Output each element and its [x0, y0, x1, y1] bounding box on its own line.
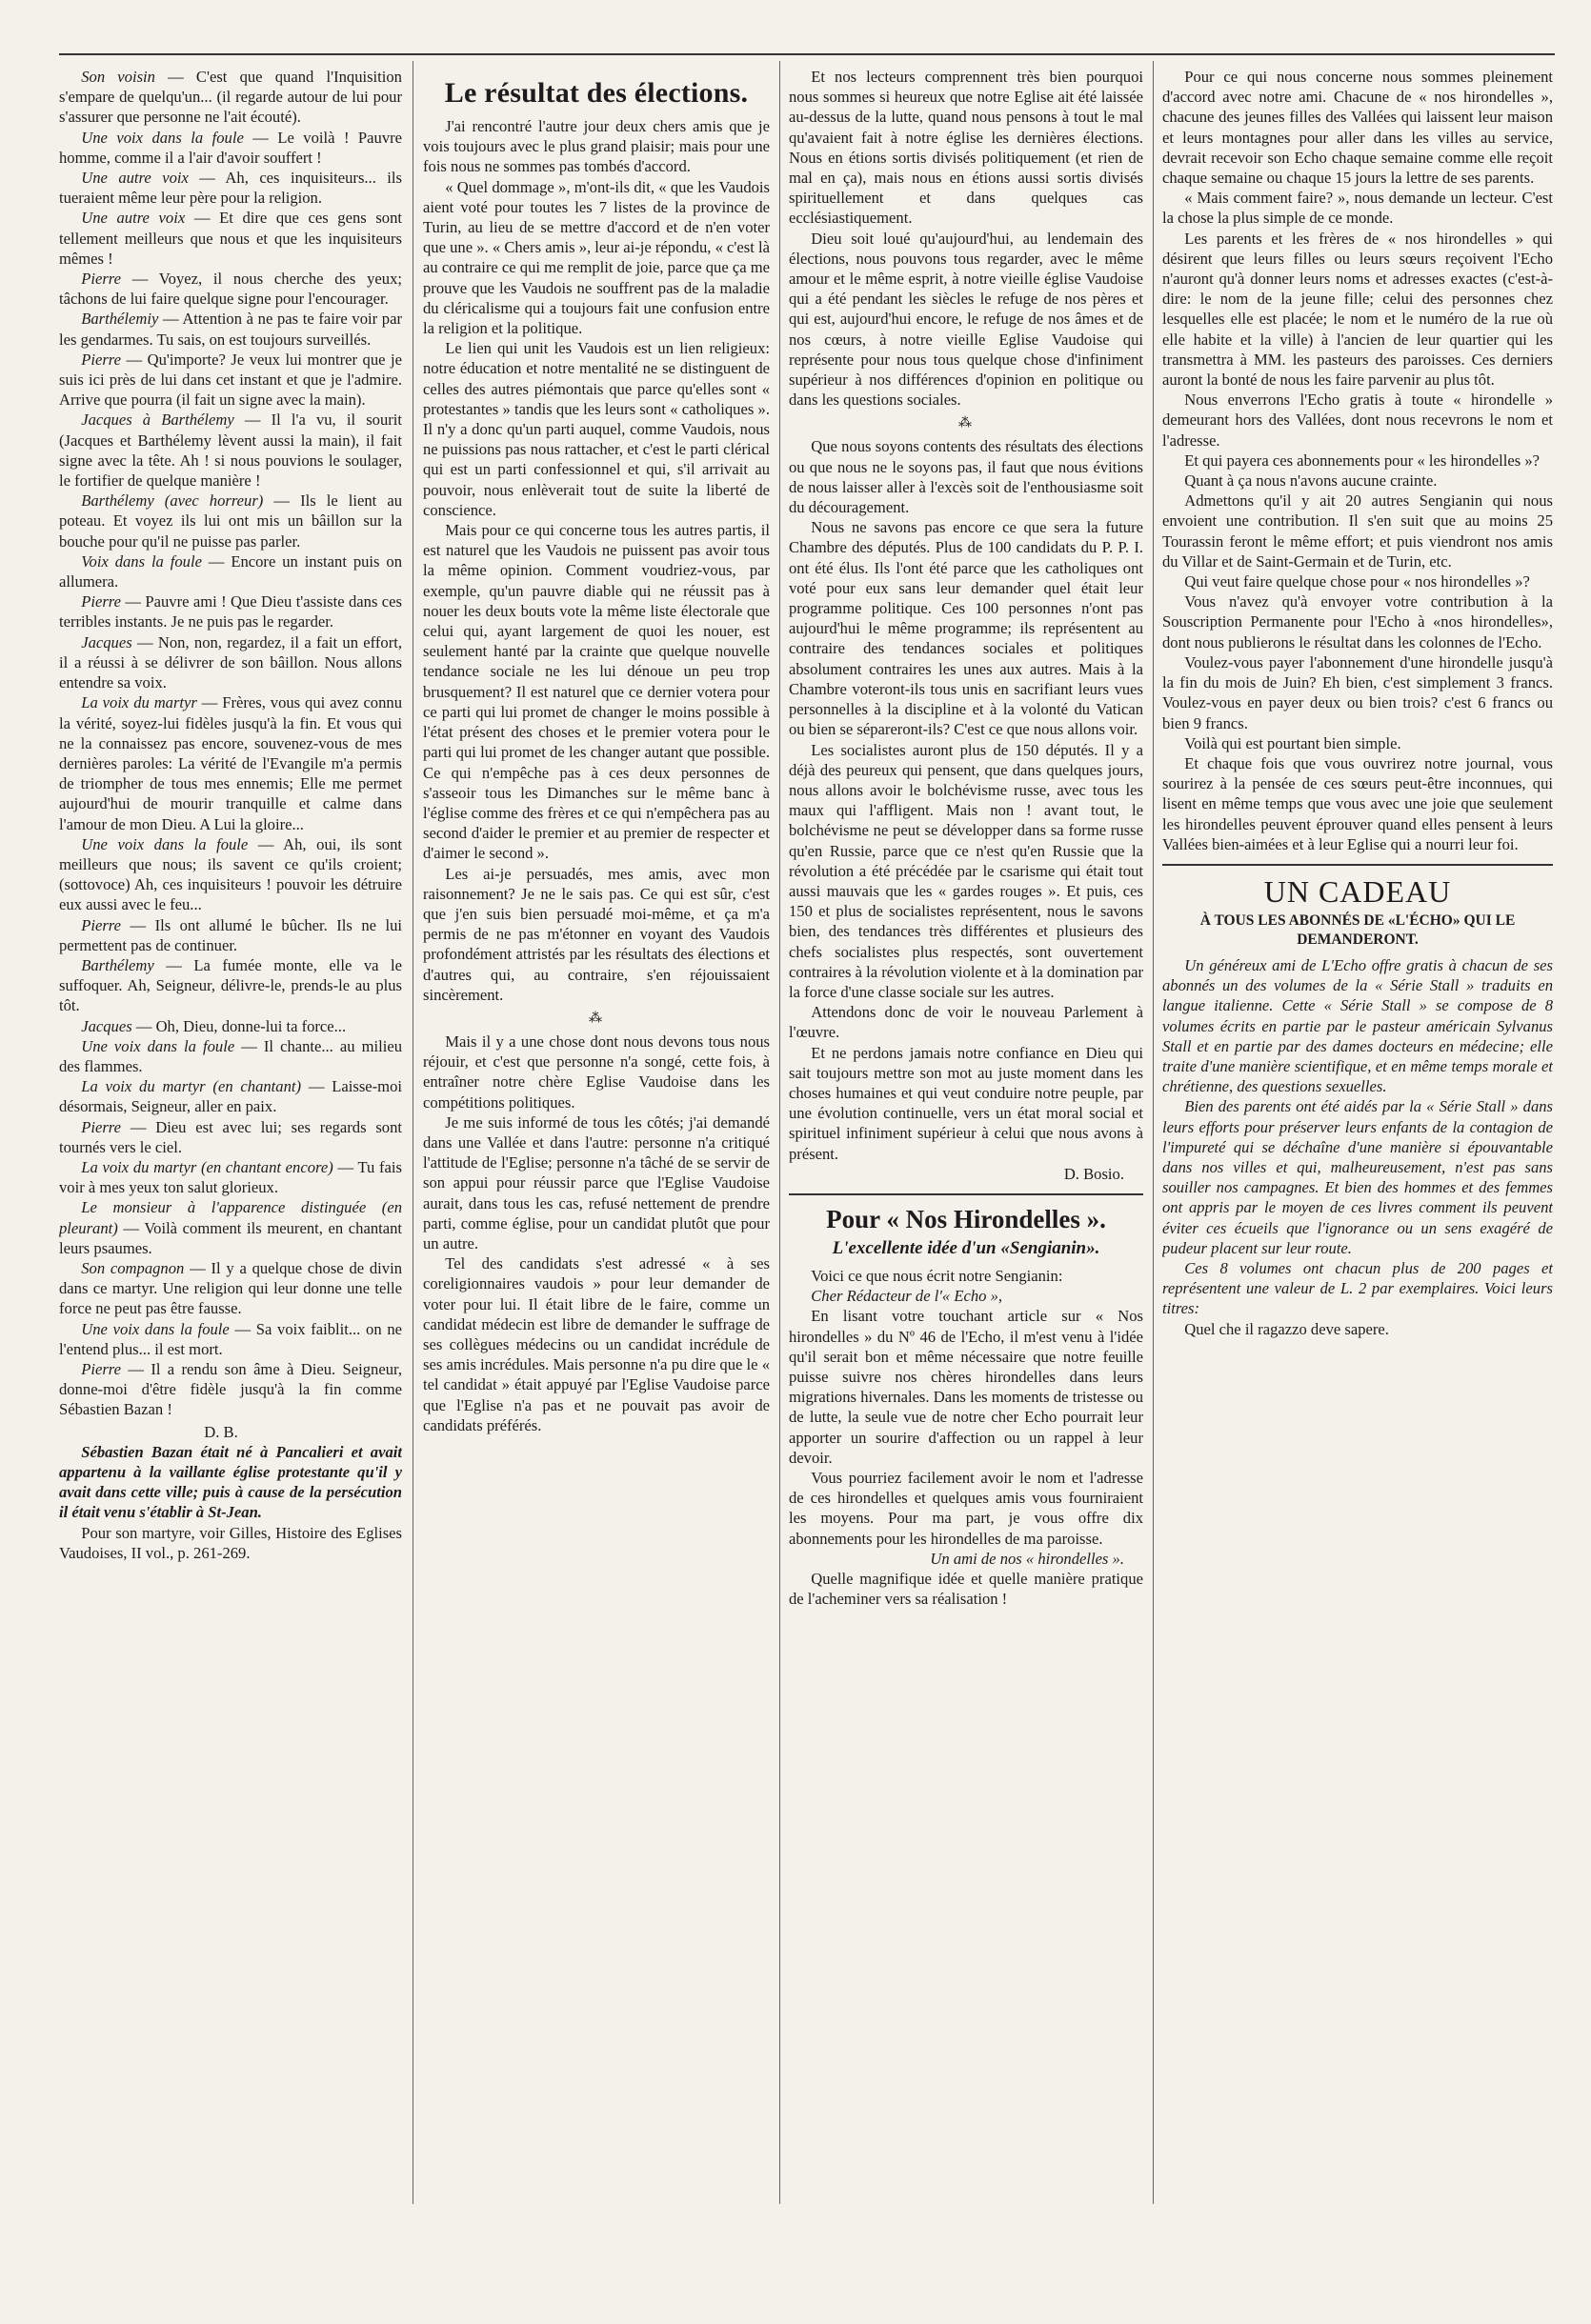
- dialogue-line: [59, 834, 402, 915]
- article-subtitle-hirondelles: L'excellente idée d'un «Sengianin».: [832, 1237, 1100, 1258]
- paragraph: « Mais comment faire? », nous demande un lecteur. C'est la chose la plus simple de ce monde.: [1162, 189, 1553, 228]
- hirondelles-body-continued: [1162, 67, 1553, 854]
- speaker-text: — Voilà comment ils meurent, en chantant leurs psaumes.: [59, 1218, 402, 1257]
- dialogue-line: [59, 208, 402, 269]
- speaker-name: Voix dans la foule: [81, 551, 202, 571]
- speaker-text: — Il l'a vu, il sourit (Jacques et Barthélemy lèvent aussi la main), il fait signe avec la tête. Ah ! si nous pouvions le soulager, le fortifier de quelque manière !: [59, 411, 402, 491]
- dialogue-line: [59, 915, 402, 955]
- speaker-name: Une voix dans la foule: [81, 1036, 235, 1055]
- speaker-text: — C'est que quand l'Inquisition s'empare de quelqu'un... (il regarde autour de lui pour s'assurer que personne ne l'ait écouté).: [59, 68, 402, 127]
- column-1-play: [59, 67, 402, 2257]
- paragraph: En lisant votre touchant article sur « Nos hirondelles » du Nº 46 de l'Echo, il m'est venu à l'idée qu'il serait bon et même nécessaire que notre feuille puisse suivre nos chères hirondelles dans leurs migrations hivernales. Dans les moments de tristesse ou de lutte, la seule vue de notre cher Echo pourrait leur apporter un sourire d'affection ou un rappel à leur devoir.: [789, 1307, 1143, 1467]
- paragraph: Bien des parents ont été aidés par la « Série Stall » dans leurs efforts pour préserver leurs enfants de la contagion de l'impureté qui se déchaîne d'une manière si épouvantable dans nos villes et qui, malheureusement, n'est pas sans souiller nos campagnes. Et bien des hommes et des femmes ont appris par le moyen de ces livres comment ils peuvent éviter ces écueils que l'ignorance ou un sens exagéré de pudeur placent sur leur route.: [1162, 1097, 1553, 1257]
- paragraph: Le lien qui unit les Vaudois est un lien religieux: notre éducation et notre mentalité ne se distinguent de celles des autres piémontais que parce qu'elles sont « protestantes » tandis que les leurs sont « catholiques ». Il n'y a donc qu'un parti auquel, comme Vaudois, nous ne puissions pas nous rattacher, et c'est le parti clérical qui est un parti confessionnel et qui, s'il arrivait au pouvoir, nous enlèverait tout de suite la liberté de conscience.: [423, 339, 770, 519]
- paragraph: Ces 8 volumes ont chacun plus de 200 pages et représentent une valeur de L. 2 par exemplaires. Voici leurs titres:: [1162, 1258, 1553, 1318]
- paragraph: Dieu soit loué qu'aujourd'hui, au lendemain des élections, nous pouvons tous regarder, avec le même amour et le même esprit, à notre vieille église Vaudoise qui a été pendant les siècles le refuge de nos pères et qui est, aujourd'hui encore, le refuge de nos âmes et de nos cœurs, à notre vieille Eglise Vaudoise qui représente pour nous tous quelque chose d'infiniment supérieur à nos différences d'opinion en politique ou dans les questions sociales.: [789, 229, 1143, 410]
- cadeau-first-title: Quel che il ragazzo deve sapere.: [1184, 1319, 1389, 1338]
- speaker-name: Une autre voix: [81, 209, 186, 228]
- speaker-name: La voix du martyr (en chantant): [81, 1077, 302, 1096]
- speaker-name: Une voix dans la foule: [81, 834, 249, 853]
- dialogue-line: [59, 551, 402, 591]
- speaker-name: Une voix dans la foule: [81, 128, 244, 147]
- paragraph: Et qui payera ces abonnements pour « les hirondelles »?: [1184, 451, 1541, 470]
- dialogue-line: [59, 410, 402, 491]
- paragraph: Voulez-vous payer l'abonnement d'une hirondelle jusqu'à la fin du mois de Juin? Eh bien, c'est simplement 3 francs. Voulez-vous en payer deux ou bien trois? c'est 6 francs ou bien 9 francs.: [1162, 652, 1553, 732]
- paragraph: Les ai-je persuadés, mes amis, avec mon raisonnement? Je ne le sais pas. Ce qui est sûr, c'est que j'en suis bien persuadé moi-même, et ça m'a permis de ne pas m'étonner en voyant des Vaudois profondément attristés par les résultats des élections et d'autres qui, au contraire, s'en réjouissaient sincèrement.: [423, 864, 770, 1004]
- paragraph: J'ai rencontré l'autre jour deux chers amis que je vois toujours avec le plus grand plaisir; mais pour une fois nous ne sommes pas tombés d'accord.: [423, 117, 770, 176]
- column-divider: [1153, 61, 1154, 2204]
- speaker-name: Son compagnon: [81, 1258, 185, 1277]
- section-rule: [789, 1193, 1143, 1195]
- speaker-text: — Dieu est avec lui; ses regards sont tournés vers le ciel.: [59, 1117, 402, 1156]
- speaker-text: — Ah, oui, ils sont meilleurs que nous; ils savent ce qu'ils croient; (sottovoce) Ah, ces inquisiteurs ! pouvoir les détruire eux aussi avec le feu...: [59, 834, 402, 914]
- paragraph: Mais pour ce qui concerne tous les autres partis, il est naturel que les Vaudois ne puissent pas avoir tous la même opinion. Comment voudriez-vous, par exemple, qu'un pauvre diable qui ne réussit pas à nouer les deux bouts vote la même liste électorale que celui qui, ayant largement de quoi les nouer, est seulement hanté par la crainte que quelque nouvelle tendance sociale ne les lui dénoue un peu trop brusquement? Il est naturel que ce dernier votera pour ce parti qui lui promet de changer le moins possible à l'état présent des choses et le premier votera pour le parti qui lui promet de les changer autant que possible. Ce qui n'empêche pas à ces deux personnes de s'asseoir tous les Dimanches sur le même banc à l'église comme des frères et ce qui n'empêchera pas au second d'aider le premier et au premier de respecter et d'aimer le second ».: [423, 521, 770, 863]
- dialogue-line: [59, 1016, 402, 1036]
- speaker-text: — Oh, Dieu, donne-lui ta force...: [131, 1016, 347, 1035]
- column-divider: [779, 61, 780, 2204]
- elections-body-2: [423, 1032, 770, 1435]
- dialogue-line: [59, 1036, 402, 1076]
- paragraph: Vous pourriez facilement avoir le nom et l'adresse de ces hirondelles et quelques amis vous fourniraient les moyens. Pour ma part, je vous offre dix abonnements pour les hirondelles de ma paroisse.: [789, 1469, 1143, 1548]
- paragraph: Quant à ça nous n'avons aucune crainte.: [1184, 471, 1438, 491]
- speaker-name: Pierre: [81, 1360, 122, 1378]
- dialogue-line: [59, 1076, 402, 1116]
- speaker-text: — Encore un instant puis on allumera.: [59, 551, 402, 591]
- speaker-text: — Sa voix faiblit... on ne l'entend plus... il est mort.: [59, 1319, 402, 1358]
- dialogue-line: [59, 1359, 402, 1420]
- column-4: [1162, 67, 1553, 2257]
- speaker-text: — Non, non, regardez, il a fait un effort, il a réussi à se délivrer de son bâillon. Nous allons entendre sa voix.: [59, 632, 402, 692]
- paragraph: Et ne perdons jamais notre confiance en Dieu qui sait toujours mettre son mot au juste moment dans les choses humaines et qui veut conduire notre peuple, par une évolution continuelle, vers un état moral social et spirituel infiniment supérieur à celui que nous avons à présent.: [789, 1043, 1143, 1163]
- dialogue-line: [59, 491, 402, 551]
- article-subtitle-cadeau: À TOUS LES ABONNÉS DE «L'ÉCHO» QUI LE DEMANDERONT.: [1199, 912, 1516, 948]
- speaker-text: — Attention à ne pas te faire voir par les gendarmes. Tu sais, on est toujours surveillés.: [59, 310, 402, 349]
- newspaper-page: [59, 53, 1555, 2273]
- paragraph: Voilà qui est pourtant bien simple.: [1184, 733, 1401, 752]
- letter-body: [789, 1306, 1143, 1548]
- section-stars: ⁂: [589, 1011, 604, 1026]
- speaker-text: — Frères, vous qui avez connu la vérité, soyez-lui fidèles jusqu'à la fin. Et vous qui ne la connaissez pas encore, souvenez-vous de mes dernières paroles: La vérité de l'Evangile m'a permis de triompher de tous mes ennemis; Elle me permet aujourd'hui de mourir tranquille et calme dans l'amour de mon Dieu. A Lui la gloire...: [59, 693, 402, 833]
- play-signature: D. B.: [204, 1422, 238, 1441]
- speaker-text: — Et dire que ces gens sont tellement meilleurs que nous et que les inquisiteurs mêmes !: [59, 209, 402, 268]
- paragraph: Un généreux ami de L'Echo offre gratis à chacun de ses abonnés un des volumes de la « Série Stall » traduits en langue italienne. Cette « Série Stall » se compose de 8 volumes écrits en partie par le pasteur américain Sylvanus Stall et en partie par des dames docteurs en médecine; elle traite d'une manière scientifique, et en même temps morale et chrétienne, des questions sexuelles.: [1162, 955, 1553, 1096]
- paragraph: Les parents et les frères de « nos hirondelles » qui désirent que leurs filles ou leurs sœurs reçoivent l'Echo n'auront qu'à donner leurs noms et adresses exactes (c'est-à-dire: le nom de la jeune fille; celui des personnes chez lesquelles elle est placée; le nom et le numéro de la rue où elle habite et la ville) à l'ancien de leur quartier qui les transmettra à MM. les pasteurs des paroisses. Ces derniers auront la bonté de nous les faire parvenir au plus tôt.: [1162, 229, 1553, 390]
- dialogue-line: [59, 269, 402, 309]
- speaker-name: Barthélemy (avec horreur): [81, 491, 264, 511]
- cadeau-body: [1162, 955, 1553, 1319]
- speaker-name: Pierre: [81, 270, 122, 289]
- section-rule: [1162, 864, 1553, 866]
- paragraph: Et nos lecteurs comprennent très bien pourquoi nous sommes si heureux que notre Eglise ait été laissée au-dessus de la lutte, quand nous pensons à tout le mal qu'avaient fait à notre église les dernières élections. Nous en étions sortis divisés politiquement (et rien de mal en ça), mais nous en étions aussi sortis divisés spirituellement et dans quelques cas ecclésiastiquement.: [789, 68, 1143, 228]
- paragraph: Nous enverrons l'Echo gratis à toute « hirondelle » demeurant hors des Vallées, dont nous recevrons le nom et l'adresse.: [1162, 391, 1553, 450]
- paragraph: Les socialistes auront plus de 150 députés. Il y a déjà des peureux qui pensent, que dans quelques jours, nous allons avoir le bolchévisme russe, avec tous les maux qui l'affligent. Mais non ! avant tout, le bolchévisme ne peut se développer dans sa forme russe qu'en Russie, parce que ce n'est qu'en Russie que la révolution a été précédée par le csarisme qui était tout aussi mauvais que les « gardes rouges ». Et puis, ces 150 et plus de socialistes représentent, nous le savons bien, des tendances très différentes et plusieurs des chefs socialistes plus respectés, sont ouvertement contraires à la révolution violente et à la domination par la force d'une classe sociale sur les autres.: [789, 740, 1143, 1001]
- section-stars: ⁂: [958, 416, 974, 431]
- paragraph: Que nous soyons contents des résultats des élections ou que nous ne le soyons pas, il faut que nous évitions de nous laisser aller à l'excès soit de l'enthousiasme soit du découragement.: [789, 437, 1143, 517]
- elections-signature: D. Bosio.: [1063, 1164, 1124, 1183]
- paragraph: Admettons qu'il y ait 20 autres Sengianin qui nous envoient une contribution. Il s'en suit que au moins 25 Tourassin feront le même effort; et puis viendront nos amis du Villar et de Saint-Germain et de Turin, etc.: [1162, 491, 1553, 571]
- dialogue-line: [59, 168, 402, 208]
- speaker-name: Jacques: [81, 1016, 132, 1035]
- speaker-text: — Il a rendu son âme à Dieu. Seigneur, donne-moi d'être fidèle jusqu'à la fin comme Sébastien Bazan !: [59, 1360, 402, 1419]
- letter-salutation: Cher Rédacteur de l'« Echo »,: [811, 1287, 1003, 1306]
- dialogue-line: [59, 692, 402, 833]
- speaker-name: La voix du martyr (en chantant encore): [81, 1157, 333, 1176]
- source-note: Pour son martyre, voir Gilles, Histoire des Eglises Vaudoises, II vol., p. 261-269.: [59, 1523, 402, 1562]
- speaker-text: — Voyez, il nous cherche des yeux; tâchons de lui faire quelque signe pour l'encourager.: [59, 270, 402, 309]
- dialogue-line: [59, 128, 402, 168]
- elections-body-2-continued: [789, 67, 1143, 410]
- dialogue-line: [59, 1117, 402, 1157]
- paragraph: Je me suis informé de tous les côtés; j'ai demandé dans une Vallée et dans l'autre: personne n'a critiqué l'attitude de l'Eglise; personne n'a tâché de se servir de son appui pour réussir parce que l'Eglise Vaudoise aurait, dans tous les cas, refusé nettement de prendre parti, comme église, pour un candidat plutôt que pour un autre.: [423, 1112, 770, 1252]
- speaker-text: — Le voilà ! Pauvre homme, comme il a l'air d'avoir souffert !: [59, 128, 402, 167]
- speaker-text: — Il y a quelque chose de divin dans ce martyr. Une religion qui leur donne une telle force ne peut pas être fausse.: [59, 1258, 402, 1318]
- paragraph: Nous ne savons pas encore ce que sera la future Chambre des députés. Plus de 100 candidats du P. P. I. ont été élus. Ils l'ont été parce que les catholiques ont voté pour eux sans leur demander quel était leur programme politique. Ces 100 personnes n'ont pas aujourd'hui le même programme; ils représentent au contraire des tendances sociales et politiques absolument contraires les unes aux autres. Mais à la Chambre voteront-ils tous unis en sacrifiant leurs vues personnelles à la discipline et à la volonté du Vatican ou bien se sépareront-ils? C'est ce que nous allons voir.: [789, 518, 1143, 739]
- article-title-hirondelles: Pour « Nos Hirondelles ».: [826, 1204, 1106, 1233]
- speaker-name: Le monsieur à l'apparence distinguée (en pleurant): [59, 1198, 402, 1237]
- paragraph: Attendons donc de voir le nouveau Parlement à l'œuvre.: [789, 1003, 1143, 1042]
- paragraph: Et chaque fois que vous ouvrirez notre journal, vous sourirez à la pensée de ces sœurs peut-être inconnues, qui lisent en même temps que vous avec une joie que seulement les hirondelles peuvent éprouver quand elles pensent à leurs Vallées bien-aimées et à leur Eglise qui a nourri leur foi.: [1162, 753, 1553, 853]
- speaker-text: — Laisse-moi désormais, Seigneur, aller en paix.: [59, 1077, 402, 1116]
- dialogue-line: [59, 1319, 402, 1359]
- speaker-text: — La fumée monte, elle va le suffoquer. Ah, Seigneur, délivre-le, prends-le au plus tôt.: [59, 955, 402, 1015]
- top-rule: [59, 53, 1555, 55]
- speaker-name: Pierre: [81, 915, 122, 934]
- paragraph: Tel des candidats s'est adressé « à ses coreligionnaires vaudois » pour leur demander de voter pour lui. Il était libre de le faire, comme un candidat médecin est libre de demander le suffrage de ses collègues médecins ou un candidat incrédule de ses amis incrédules. Mais personne n'a pu dire que le « tel candidat » était appuyé par l'Eglise Vaudoise parce que l'Eglise n'a pas et ne pouvait pas avoir de candidats préférés.: [423, 1254, 770, 1434]
- speaker-name: Une voix dans la foule: [81, 1319, 230, 1338]
- speaker-text: — Tu fais voir à mes yeux ton salut glorieux.: [59, 1157, 402, 1197]
- hirondelles-continued: Quelle magnifique idée et quelle manière pratique de l'acheminer vers sa réalisation !: [789, 1570, 1143, 1609]
- speaker-name: Pierre: [81, 1117, 122, 1136]
- column-3: [789, 67, 1143, 2257]
- speaker-name: Pierre: [81, 592, 122, 611]
- speaker-text: — Il chante... au milieu des flammes.: [59, 1036, 402, 1075]
- dialogue-line: [59, 309, 402, 349]
- speaker-name: Barthélemiy: [81, 310, 159, 329]
- speaker-text: — Ah, ces inquisiteurs... ils tueraient même leur père pour la religion.: [59, 169, 402, 208]
- speaker-name: Une autre voix: [81, 169, 189, 188]
- dialogue-line: [59, 1258, 402, 1319]
- paragraph: Qui veut faire quelque chose pour « nos hirondelles »?: [1184, 572, 1530, 591]
- hirondelles-intro: Voici ce que nous écrit notre Sengianin:: [811, 1266, 1063, 1285]
- paragraph: Vous n'avez qu'à envoyer votre contribution à la Souscription Permanente pour l'Echo à «nos hirondelles», dont nous publierons le résultat dans les colonnes de l'Echo.: [1162, 592, 1553, 651]
- play-dialogue: [59, 67, 402, 1420]
- dialogue-line: [59, 67, 402, 128]
- bazan-note: Sébastien Bazan était né à Pancalieri et avait appartenu à la vaillante église protestante qu'il y avait dans cette ville; puis à cause de la persécution il était venu s'établir à St-Jean.: [59, 1442, 402, 1522]
- paragraph: Pour ce qui nous concerne nous sommes pleinement d'accord avec notre ami. Chacune de « nos hirondelles », chacune des jeunes filles des Vallées qui laissent leur maison et leurs montagnes pour aller dans les villes au service, devrait recevoir son Echo chaque semaine comme elle reçoit chaque semaine ou chaque 15 jours la lettre de ses parents.: [1162, 68, 1553, 188]
- article-title-cadeau: UN CADEAU: [1263, 873, 1452, 909]
- speaker-name: La voix du martyr: [81, 693, 197, 712]
- speaker-text: — Ils ont allumé le bûcher. Ils ne lui permettent pas de continuer.: [59, 915, 402, 954]
- elections-body-3: [789, 436, 1143, 1163]
- column-2-elections: [423, 67, 770, 2257]
- speaker-name: Son voisin: [81, 68, 155, 86]
- dialogue-line: [59, 632, 402, 693]
- paragraph: « Quel dommage », m'ont-ils dit, « que les Vaudois aient voté pour toutes les 7 listes de la province de Turin, au lieu de se mettre d'accord et de n'en voter que une ». « Chers amis », leur ai-je répondu, « c'est là au contraire ce qui me remplit de joie, parce que ça me prouve que les Vaudois ne souffrent pas de la maladie du cléricalisme qui a toujours fait une confusion entre la religion et la politique.: [423, 177, 770, 338]
- speaker-text: — Pauvre ami ! Que Dieu t'assiste dans ces terribles instants. Je ne puis pas le regarder.: [59, 592, 402, 631]
- dialogue-line: [59, 1197, 402, 1258]
- article-title-elections: Le résultat des élections.: [444, 77, 749, 109]
- dialogue-line: [59, 350, 402, 411]
- speaker-name: Jacques: [81, 632, 132, 651]
- speaker-name: Jacques à Barthélemy: [81, 411, 234, 430]
- speaker-text: — Ils le lient au poteau. Et voyez ils lui ont mis un bâillon sur la bouche pour qu'il ne puisse pas parler.: [59, 491, 402, 551]
- elections-body: [423, 116, 770, 1005]
- dialogue-line: [59, 1157, 402, 1197]
- speaker-name: Pierre: [81, 350, 122, 369]
- dialogue-line: [59, 955, 402, 1016]
- dialogue-line: [59, 591, 402, 631]
- paragraph: Mais il y a une chose dont nous devons tous nous réjouir, et c'est que personne n'a songé, cette fois, à entraîner notre chère Eglise Vaudoise dans les compétitions politiques.: [423, 1032, 770, 1112]
- speaker-name: Barthélemy: [81, 955, 154, 974]
- speaker-text: — Qu'importe? Je veux lui montrer que je suis ici près de lui dans cet instant et que je l'admire. Arrive que pourra (il fait un signe avec la main).: [59, 350, 402, 410]
- letter-signature: Un ami de nos « hirondelles ».: [930, 1549, 1124, 1568]
